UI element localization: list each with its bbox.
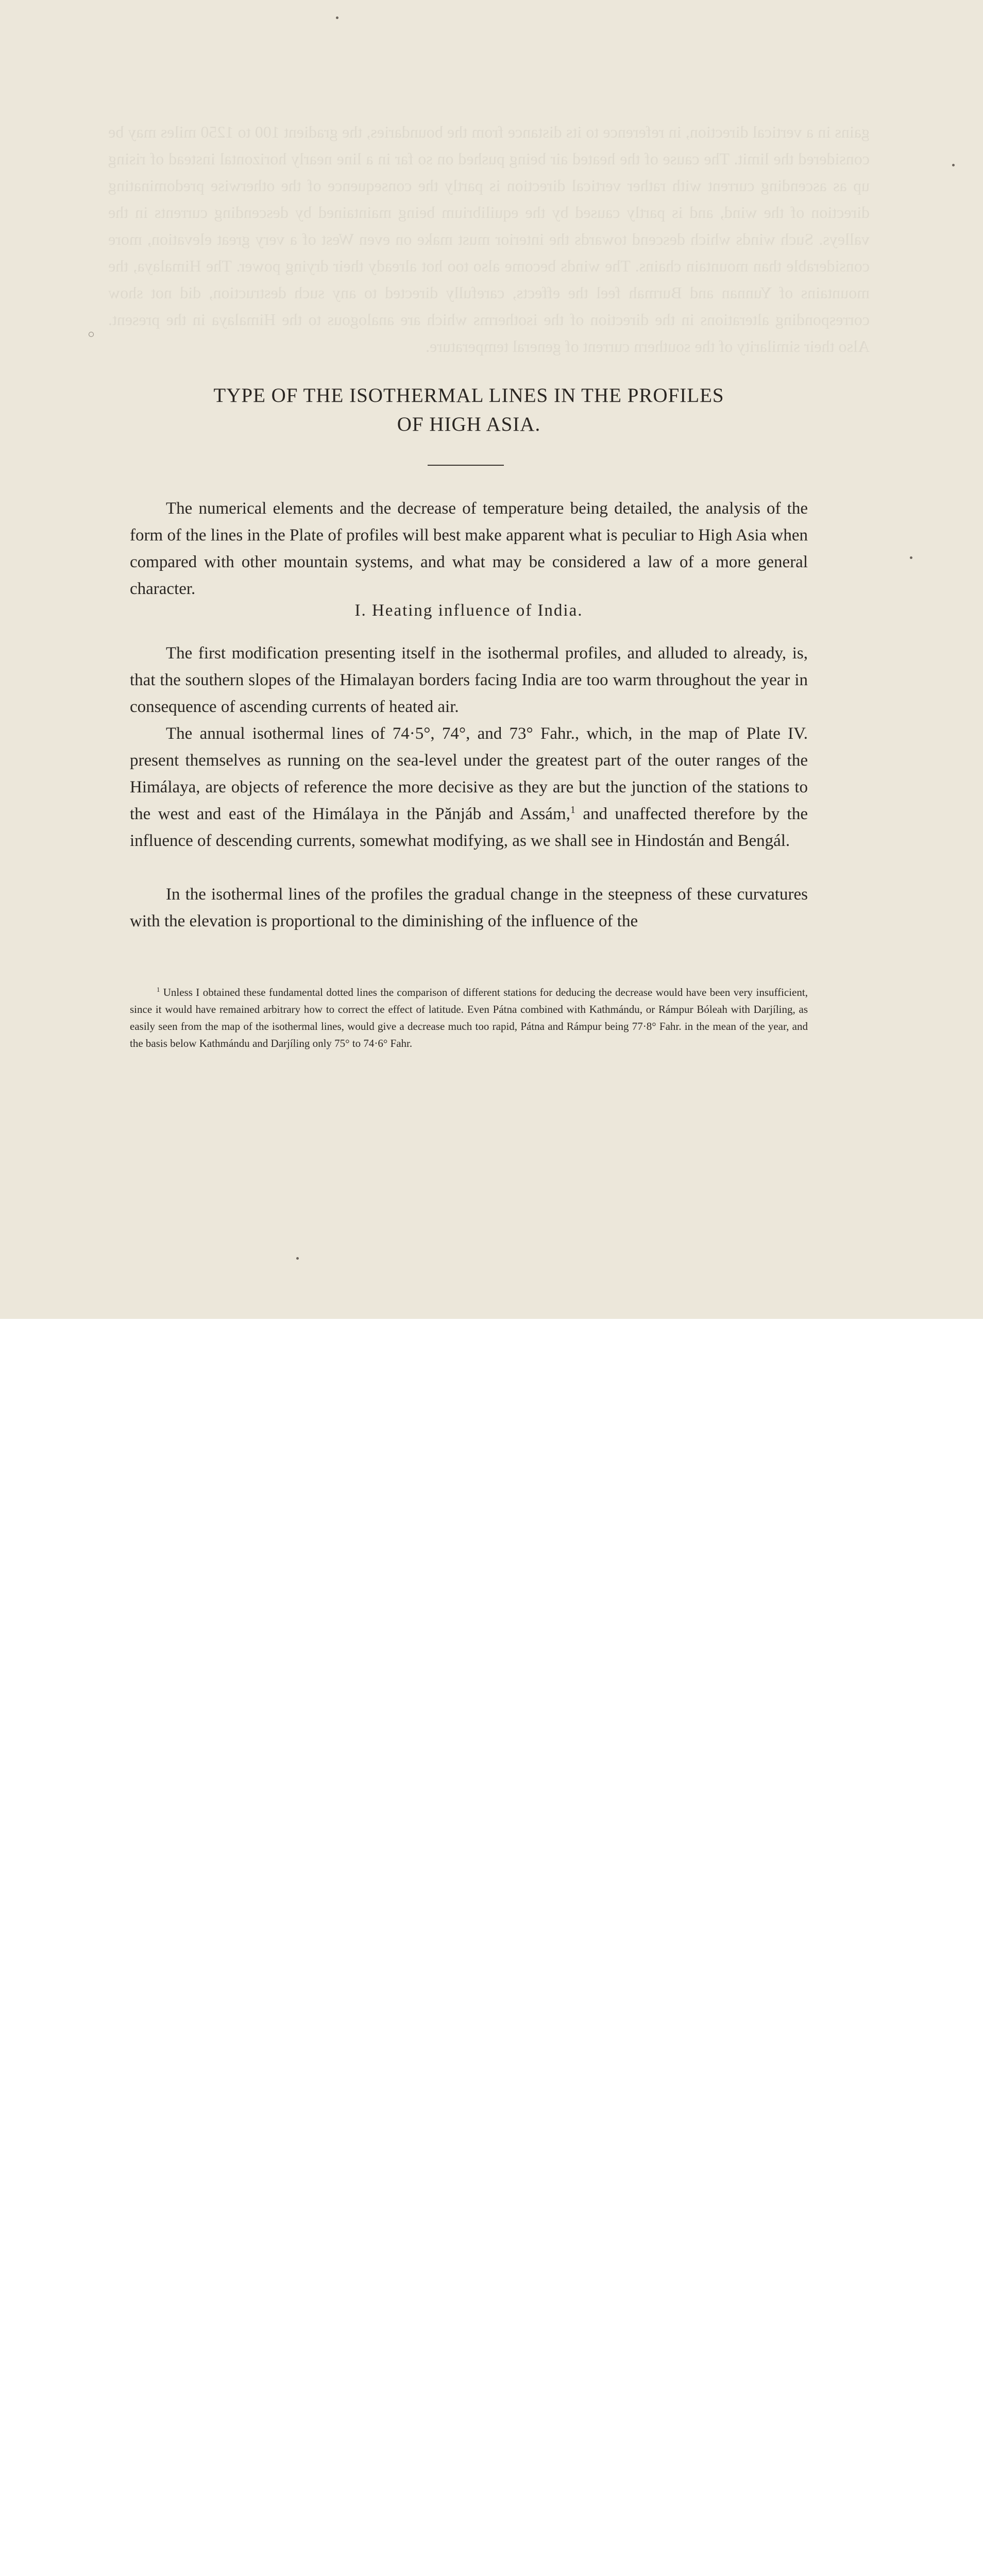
bleed-through-text: gains in a vertical direction, in reference to its distance from the boundaries, the gradient 100 to 1250 miles may be considered the limit. The cause of the heated air being pushed on so far in a line nearly horizontal instead of rising up as ascending current with rather vertical direction is partly the consequence of the otherwise predominating direction of the wind, and is partly caused by the equilibrium being maintained by descending currents in the valleys. Such winds which descend towards the interior must make on even West of a very great elevation, more considerable than mountain chains. The winds become also too hot already their drying power. The Himalaya, the mountains of Yunnan and Burmah feel the effects, carefully directed to any such destruction, did not show corresponding alterations in the direction of the isotherms which are analogous to the Himalaya in the present. Also their similarity of the southern current of general temperature. xyxy=(108,123,870,355)
paragraph-curvatures: In the isothermal lines of the profiles the gradual change in the steepness of these curvatures with the elevation is proportional to the diminishing of the influence of the xyxy=(130,885,808,930)
footnote xyxy=(130,984,808,1052)
intro-paragraph: The numerical elements and the decrease of temperature being detailed, the analysis of the form of the lines in the Plate of profiles will best make apparent what is peculiar to High Asia when compared with other mountain systems, and what may be considered a law of a more general character. xyxy=(130,499,808,598)
paragraph-annual-text-b: and unaffected therefore by the influence of descending currents, somewhat modifying, as we shall see in Hindostán and Bengál. xyxy=(130,805,808,850)
title-rule xyxy=(428,465,504,466)
page-title xyxy=(124,381,814,439)
page-speck xyxy=(910,556,912,559)
page-speck xyxy=(336,16,338,19)
section-heading: I. Heating influence of India. xyxy=(354,601,583,620)
footnote-text: Unless I obtained these fundamental dotted lines the comparison of different stations for deducing the decrease would have been very insufficient, since it would have remained arbitrary how to correct the effect of latitude. Even Pátna combined with Kathmándu, or Rámpur Bóleah with Darjíling, as easily seen from the map of the isothermal lines, would give a decrease much too rapid, Pátna and Rámpur being 77·8° Fahr. in the mean of the year, and the basis below Kathmándu and Darjíling only 75° to 74·6° Fahr. xyxy=(130,986,808,1049)
page-speck xyxy=(296,1257,299,1260)
paragraph-annual-text-a: The annual isothermal lines of 74·5°, 74°, and 73° Fahr., which, in the map of Plate IV. present themselves as running on the sea-level under the greatest part of the outer ranges of the Himálaya, are objects of reference the more decisive as they are but the junction of the stations to the west and east of the Himálaya in the Pănjáb and Assám, xyxy=(130,724,808,823)
title-line-2: OF HIGH ASIA. xyxy=(397,413,541,435)
paragraph-annual-isothermals xyxy=(130,720,808,854)
digitization-footer xyxy=(0,1319,983,1397)
paragraph-first-modification: The first modification presenting itself in the isothermal profiles, and alluded to already, is, that the southern slopes of the Himalayan borders facing India are too warm throughout the year in consequence of ascending currents of heated air. xyxy=(130,644,808,716)
title-line-1: TYPE OF THE ISOTHERMAL LINES IN THE PROFILES xyxy=(213,384,724,406)
footnote-number: 1 xyxy=(157,986,160,993)
footnote-reference[interactable]: 1 xyxy=(570,804,575,816)
page-speck xyxy=(952,164,955,166)
page-speck xyxy=(89,332,94,337)
